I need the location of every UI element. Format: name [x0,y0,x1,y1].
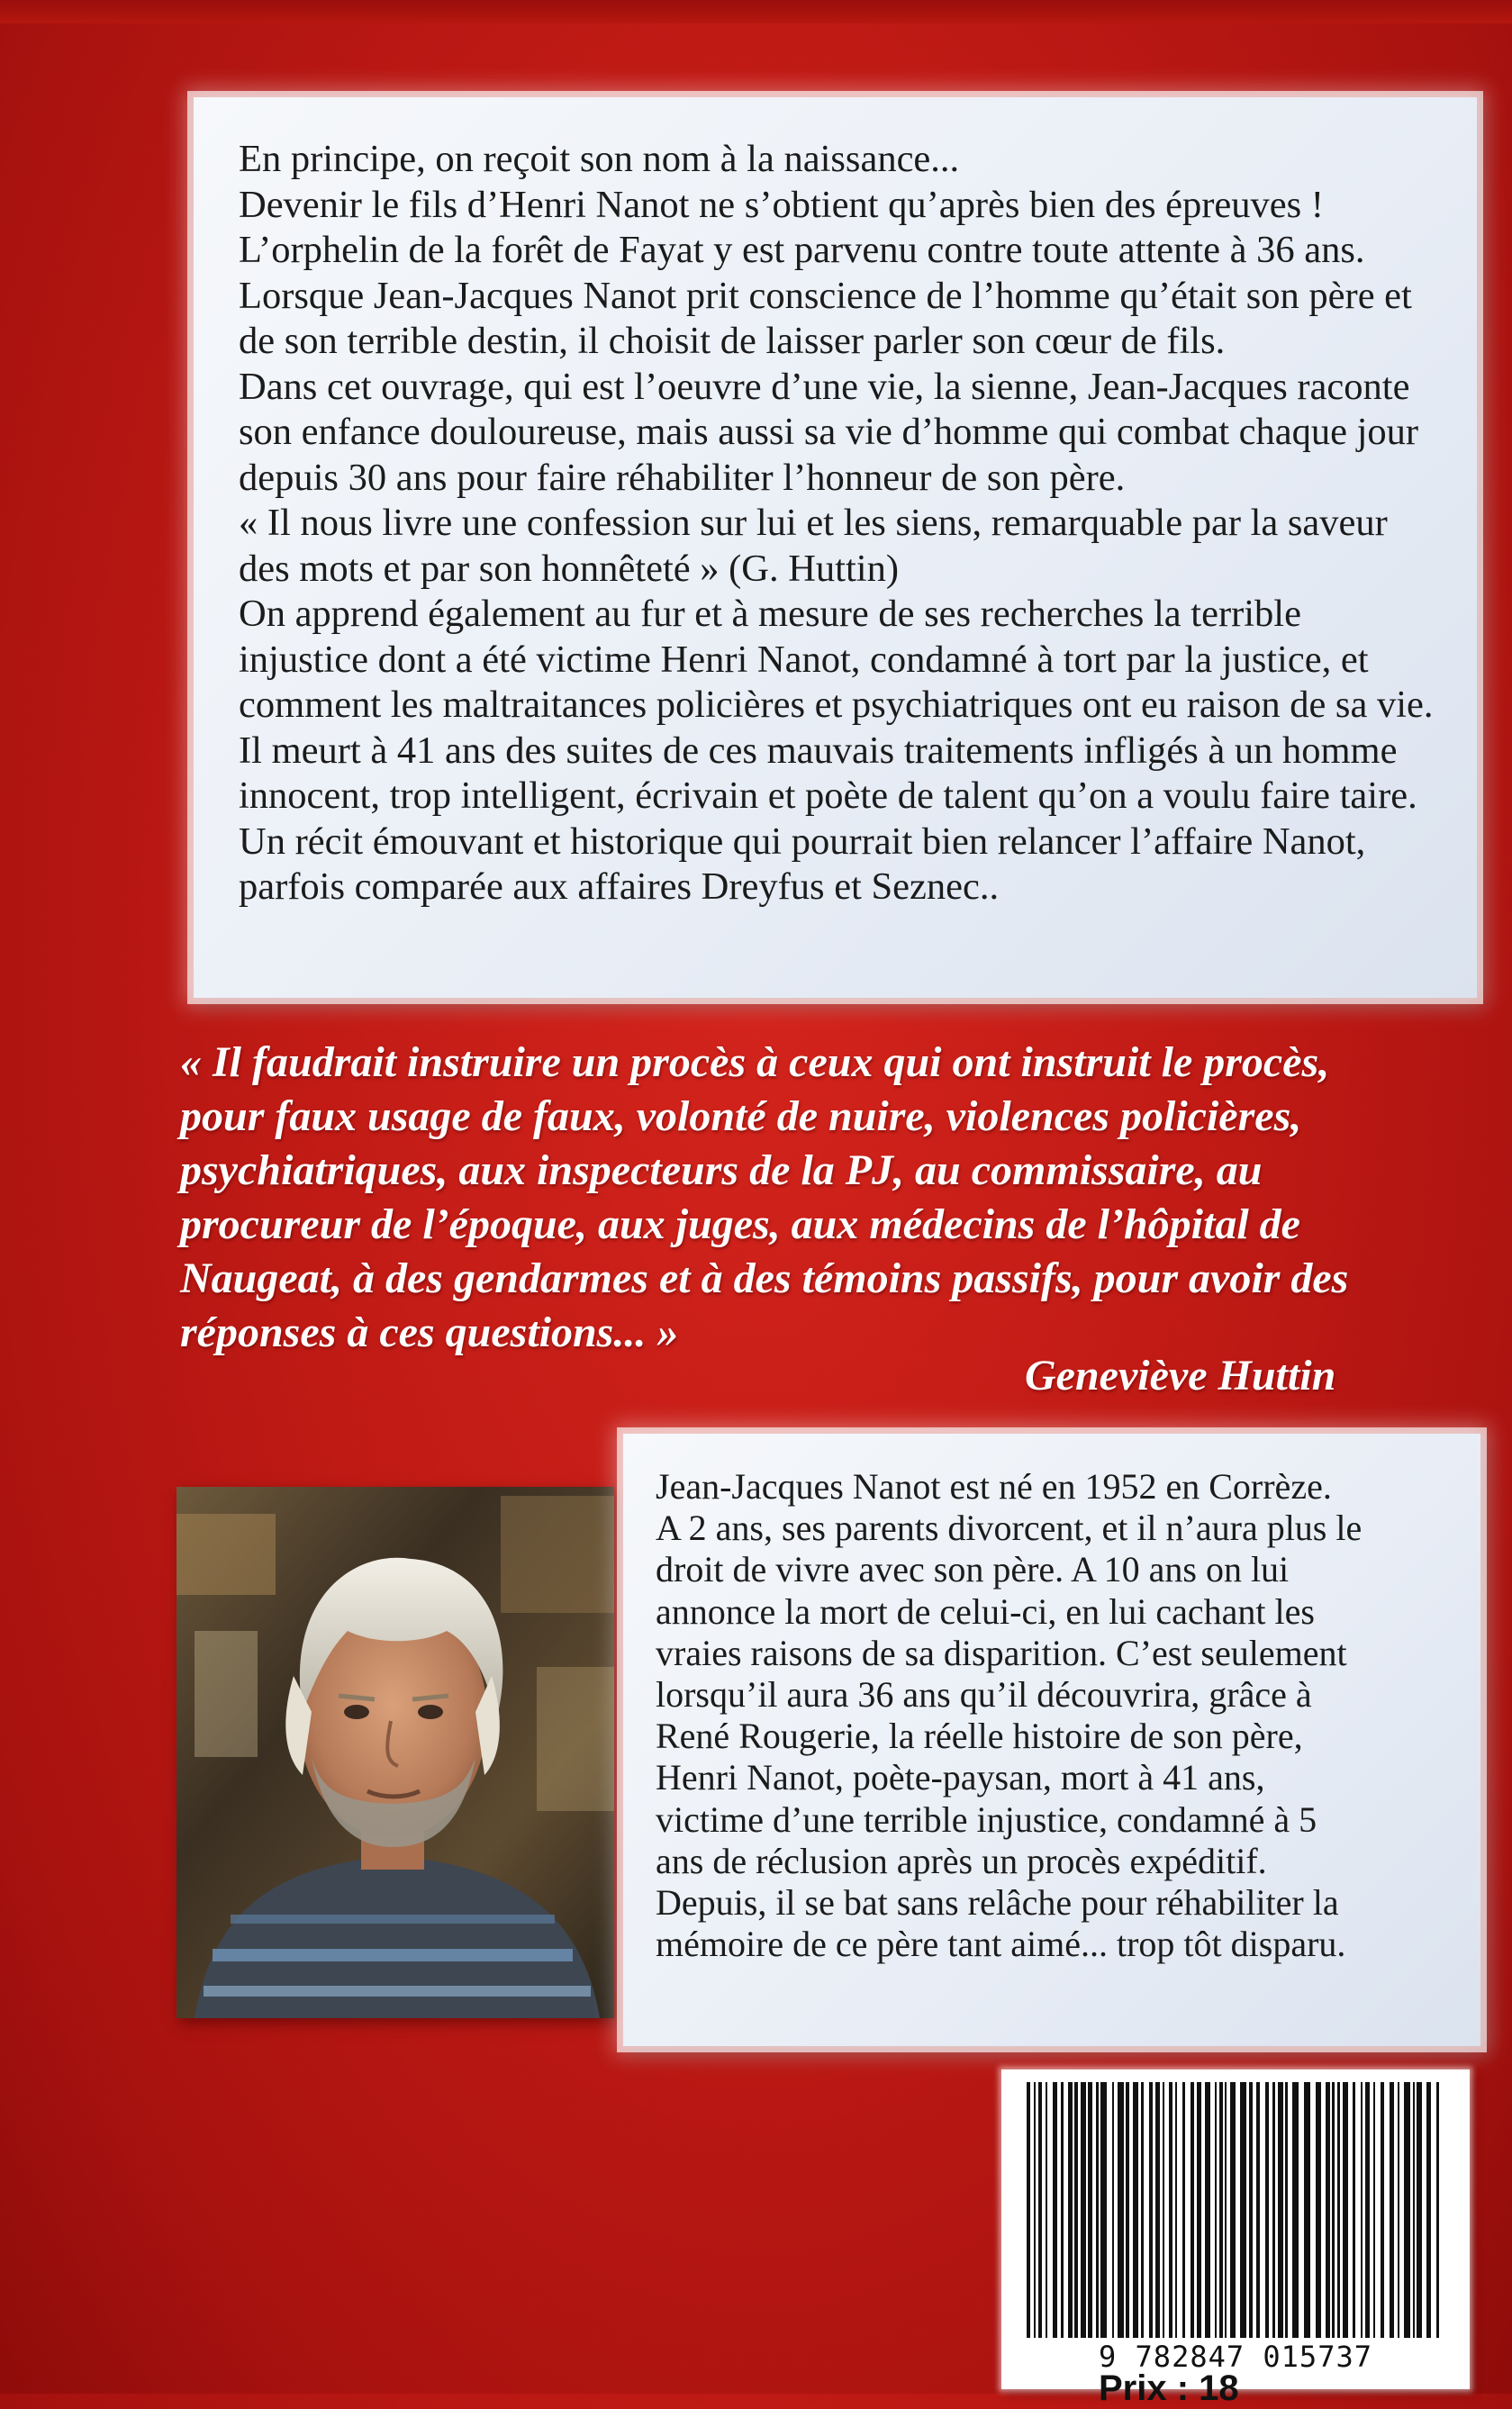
barcode-bar [1133,2082,1138,2338]
barcode-bar [1215,2082,1217,2338]
barcode-bar [1034,2082,1036,2338]
summary-paragraph: Un récit émouvant et historique qui pourrait bien relancer l’affaire Nanot, parfois comparée aux affaires Dreyfus et Seznec.. [239,820,1366,908]
barcode-bar [1272,2082,1275,2338]
barcode-bar [1182,2082,1185,2338]
barcode-box [1001,2069,1470,2389]
barcode-bar [1426,2082,1431,2338]
barcode-bar [1053,2082,1057,2338]
barcode-bar [1373,2082,1375,2338]
author-photo [177,1487,614,2018]
summary-panel [194,97,1477,998]
barcode-bar [1118,2082,1124,2338]
barcode-bar [1163,2082,1164,2338]
barcode-bar [1230,2082,1236,2338]
barcode-bar [1265,2082,1269,2338]
barcode-bar [1225,2082,1227,2338]
barcode-bar [1061,2082,1064,2338]
barcode-bar [1191,2082,1194,2338]
barcode-bar [1436,2082,1439,2338]
barcode-bar [1361,2082,1363,2338]
barcode-bar [1027,2082,1030,2338]
barcode-bar [1337,2082,1340,2338]
barcode-bar [1240,2082,1246,2338]
barcode-bar [1413,2082,1415,2338]
summary-paragraph: En principe, on reçoit son nom à la naissance... Devenir le fils d’Henri Nanot ne s’obtient qu’après bien des épreuves ! L’orphelin de la forêt de Fayat y est parvenu contre toute attente à 36 ans. Lorsque Jean-Jacques Nanot prit conscience de l’homme qu’était son père et de son terrible destin, il choisit de laisser parler son cœur de fils. [239,138,1412,362]
barcode-bar [1046,2082,1047,2338]
barcode-bar [1100,2082,1107,2338]
isbn-barcode-icon [1027,2082,1443,2338]
barcode-bar [1175,2082,1177,2338]
barcode-bar [1278,2082,1283,2338]
price-label: Prix : 18 [1099,2368,1239,2408]
barcode-bar [1126,2082,1129,2338]
barcode-bar [1081,2082,1086,2338]
barcode-bar [1332,2082,1335,2338]
barcode-bar [1096,2082,1099,2338]
barcode-bar [1316,2082,1321,2338]
barcode-bar [1353,2082,1355,2338]
isbn-number: 9 782847 015737 [1099,2340,1372,2374]
barcode-bar [1149,2082,1153,2338]
barcode-bar [1088,2082,1092,2338]
quote-author: Geneviève Huttin [1025,1352,1336,1399]
summary-paragraph: On apprend également au fur et à mesure de ses recherches la terrible injustice dont a été victime Henri Nanot, condamné à tort par la justice, et comment les maltraitances policières et psychiatriques ont eu raison de sa vie. Il meurt à 41 ans des suites de ces mauvais traitements infligés à un homme innocent, trop intelligent, écrivain et poète de talent qu’on a voulu faire taire. [239,593,1434,817]
pull-quote: « Il faudrait instruire un procès à ceux qui ont instruit le procès, pour faux usage de faux, volonté de nuire, violences policières, psychiatriques, aux inspecteurs de la PJ, au commissaire, au procureur de l’époque, aux juges, aux médecins de l’hôpital de Naugeat, à des gendarmes et à des témoins passifs, pour avoir des réponses à ces questions... » [180,1038,1349,1356]
barcode-bar [1398,2082,1399,2338]
barcode-bar [1141,2082,1144,2338]
summary-text [239,137,1437,910]
barcode-bar [1381,2082,1384,2338]
barcode-bar [1390,2082,1394,2338]
author-bio-panel [623,1434,1480,2046]
barcode-bar [1343,2082,1348,2338]
barcode-bar [1155,2082,1160,2338]
summary-paragraph: « Il nous livre une confession sur lui et les siens, remarquable par la saveur des mots et par son honnêteté » (G. Huttin) [239,502,1388,590]
author-portrait-icon [177,1487,614,2018]
barcode-bar [1169,2082,1172,2338]
barcode-bar [1304,2082,1310,2338]
barcode-bar [1404,2082,1410,2338]
summary-paragraph: Dans cet ouvrage, qui est l’oeuvre d’une vie, la sienne, Jean-Jacques raconte son enfance douloureuse, mais aussi sa vie d’homme qui combat chaque jour depuis 30 ans pour faire réhabiliter l’honneur de son père. [239,365,1419,499]
barcode-bar [1256,2082,1260,2338]
barcode-bar [1219,2082,1223,2338]
barcode-bar [1417,2082,1422,2338]
barcode-bar [1205,2082,1210,2338]
barcode-bar [1112,2082,1114,2338]
barcode-bar [1038,2082,1042,2338]
barcode-bar [1326,2082,1330,2338]
barcode-bar [1249,2082,1253,2338]
barcode-bar [1365,2082,1370,2338]
author-bio: Jean-Jacques Nanot est né en 1952 en Corrèze. A 2 ans, ses parents divorcent, et il n’aura plus le droit de vivre avec son père. A 10 ans on lui annonce la mort de celui-ci, en lui cachant les vraies raisons de sa disparition. C’est seulement lorsqu’il aura 36 ans qu’il découvrira, grâce à René Rougerie, la réelle histoire de son père, Henri Nanot, poète-paysan, mort à 41 ans, victime d’une terrible injustice, condamné à 5 ans de réclusion après un procès expéditif. Depuis, il se bat sans relâche pour réhabiliter la mémoire de ce père tant aimé... trop tôt disparu. [656,1466,1363,1965]
barcode-bar [1197,2082,1201,2338]
barcode-bar [1068,2082,1073,2338]
cover-top-edge [0,0,1512,23]
barcode-bar [1285,2082,1288,2338]
barcode-bar [1074,2082,1078,2338]
barcode-bar [1292,2082,1299,2338]
